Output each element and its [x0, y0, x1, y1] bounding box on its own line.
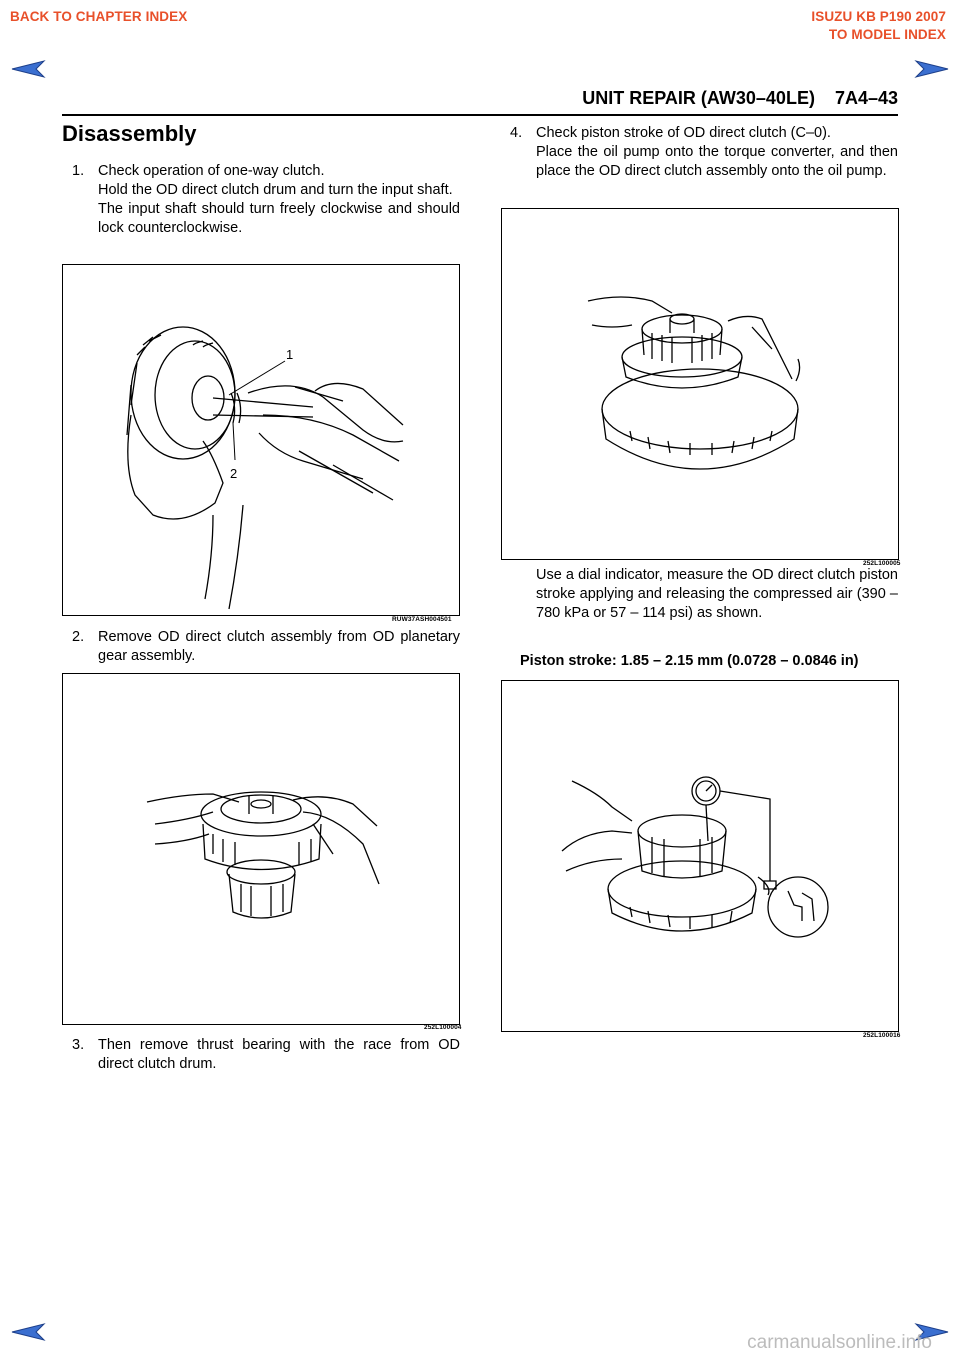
step-number: 1. [72, 163, 85, 179]
step-number: 4. [510, 125, 523, 141]
previous-page-arrow-icon[interactable] [10, 58, 46, 80]
figure-piston-stroke-setup [501, 208, 899, 560]
figure-code: 252L100016 [863, 1032, 901, 1039]
step-3 [72, 1036, 460, 1074]
figure-one-way-clutch-check [62, 264, 460, 616]
od-clutch-removal-illustration [63, 674, 459, 1024]
previous-page-arrow-bottom-icon[interactable] [10, 1321, 46, 1343]
step-text: Check operation of one-way clutch. [98, 163, 325, 179]
step-text: Check piston stroke of OD direct clutch (C–0). [536, 125, 831, 141]
next-page-arrow-icon[interactable] [914, 58, 950, 80]
dial-indicator-illustration [502, 681, 898, 1031]
one-way-clutch-illustration [63, 265, 459, 615]
step-number: 2. [72, 629, 85, 645]
step-text: Remove OD direct clutch assembly from OD planetary gear assembly. [98, 629, 460, 664]
figure-dial-indicator-measurement [501, 680, 899, 1032]
figure-code: 252L100005 [863, 560, 901, 567]
to-model-index-link[interactable]: TO MODEL INDEX [828, 27, 946, 42]
back-to-chapter-index-link[interactable]: BACK TO CHAPTER INDEX [10, 9, 188, 24]
step-text: Then remove thrust bearing with the race from OD direct clutch drum. [98, 1037, 460, 1072]
model-title-link[interactable]: ISUZU KB P190 2007 [811, 9, 946, 24]
step-1 [72, 162, 460, 238]
step-number: 3. [72, 1037, 85, 1053]
callout-1: 1 [286, 347, 294, 362]
figure-code: RUW37ASH004501 [392, 616, 452, 623]
callout-2: 2 [230, 466, 238, 481]
figure-code: 252L100004 [424, 1024, 462, 1031]
header-rule [62, 114, 898, 116]
step-2 [72, 628, 460, 666]
step-text: Hold the OD direct clutch drum and turn the input shaft. [98, 182, 453, 198]
watermark: carmanualsonline.info [747, 1332, 932, 1353]
page-header-title: UNIT REPAIR (AW30–40LE) 7A4–43 [582, 88, 898, 108]
step-text: The input shaft should turn freely clockwise and should lock counterclockwise. [98, 201, 460, 236]
step-4-continued [510, 566, 898, 623]
step-4 [510, 124, 898, 181]
section-title: Disassembly [62, 121, 197, 146]
step-text: Use a dial indicator, measure the OD direct clutch piston stroke applying and releasing the compressed air (390 – 780 kPa or 57 – 114 psi) as shown. [536, 567, 898, 621]
step-text: Place the oil pump onto the torque converter, and then place the OD direct clutch assembly onto the oil pump. [536, 144, 898, 179]
figure-remove-od-direct-clutch [62, 673, 460, 1025]
piston-stroke-spec: Piston stroke: 1.85 – 2.15 mm (0.0728 – 0.0846 in) [520, 653, 859, 669]
torque-converter-setup-illustration [502, 209, 898, 559]
